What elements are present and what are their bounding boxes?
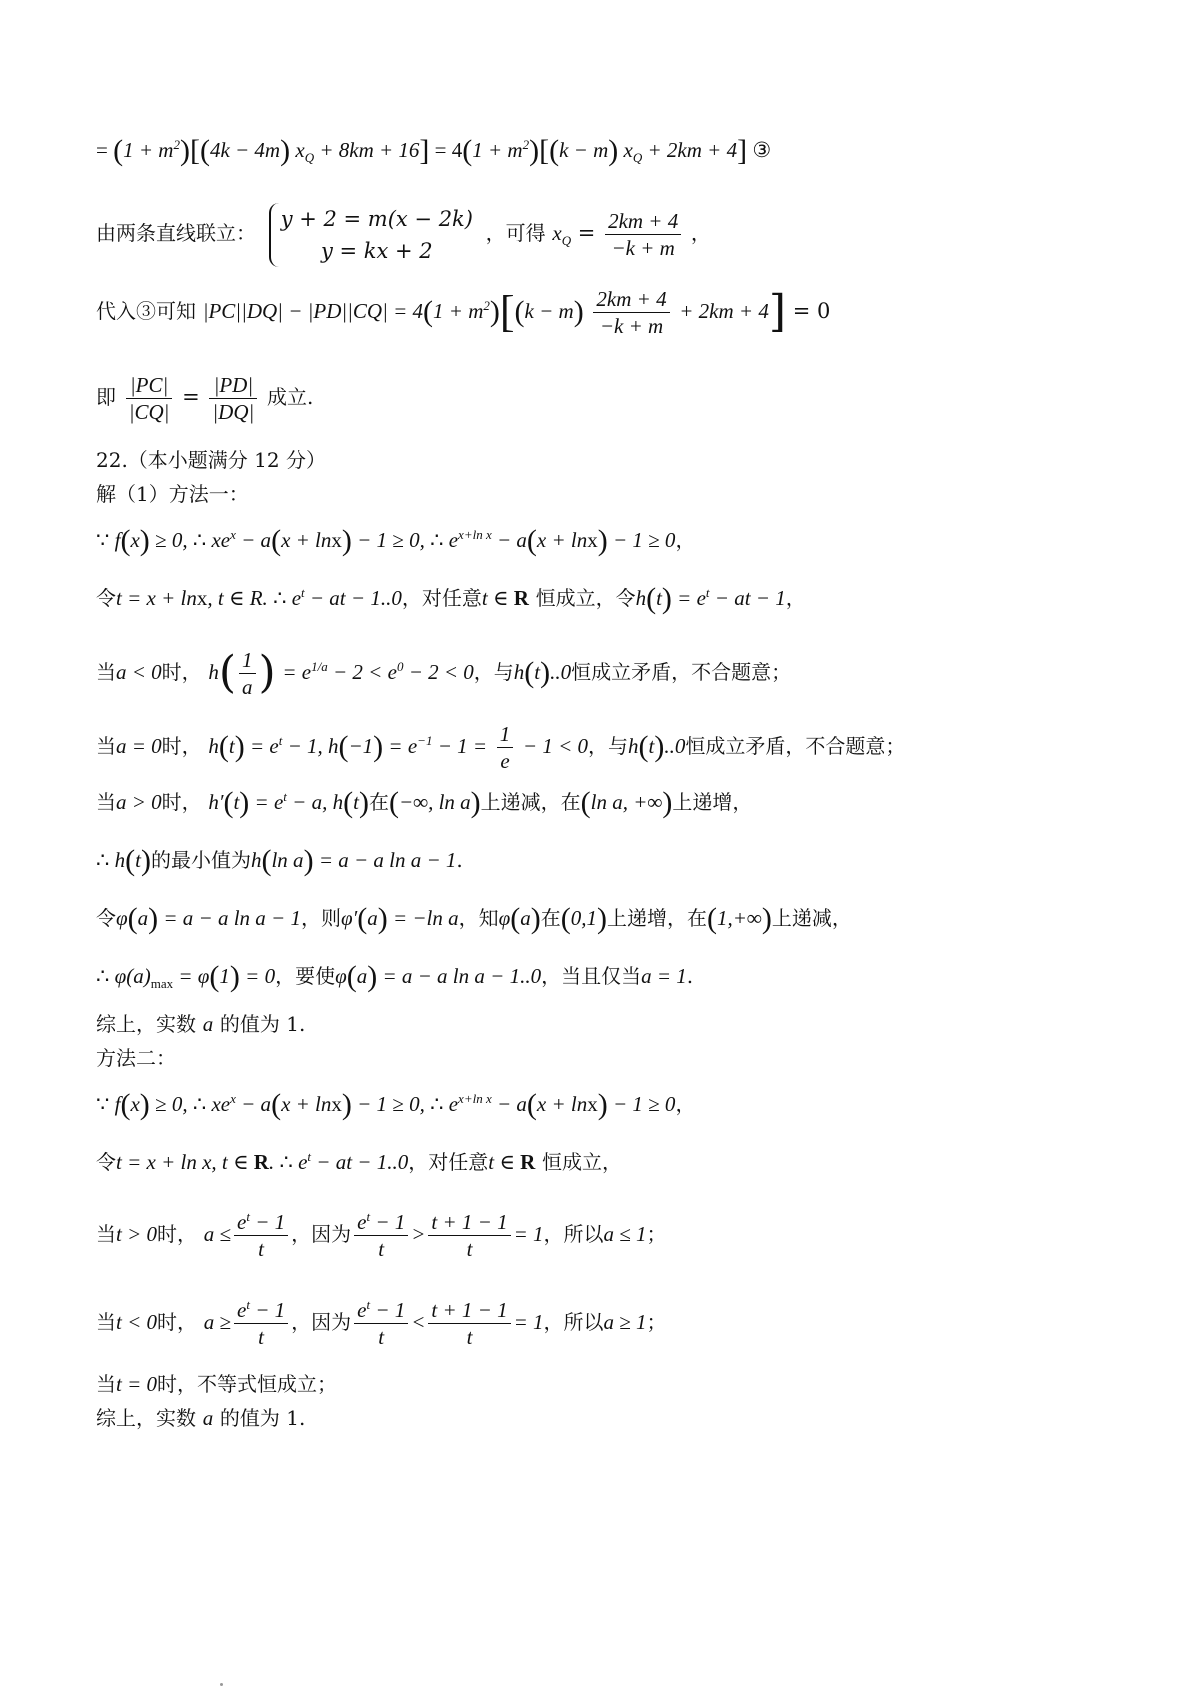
line-lead-text: 令 (96, 906, 116, 930)
line-summary-method2: 综上，实数 a 的值为 1. (96, 1406, 306, 1430)
line-substitute: 代入③可知 $|PC||DQ| - |PD||CQ| = 4(1 + m^2)[(k - m)$ $\frac{2km + 4}{-k + m}$ + 2km + 4] = 0 (96, 286, 831, 338)
equation-line-method1-start: ∵ f(x) ≥ 0, ∴ $xe^x - a(x + \ln x) - 1 \ge 0$, ∴ $e^{x+ln x} - a(x + \ln x) - 1 \ge 0$， (96, 524, 696, 557)
fraction-pd-dq: $\frac{|PD|}{|DQ|}$ (209, 372, 257, 425)
line-substitution-t-method2: 令t = x + ln x, t ∈ R. ∴ $e^t$ − at − 1..0，对任意t ∈ R 恒成立， (96, 1149, 622, 1174)
system-equation-2: y = kx + 2 (320, 238, 433, 263)
line-lead-text: 当 (96, 1222, 116, 1246)
line-tail-text: ； (646, 1310, 667, 1334)
equation-line-expansion: = $(1 + m^2)[(4k - 4m)$ $x_Q + 8km + 16] = 4(1 + m^2)[(k - m) x_Q + 2km + 4]$ ③ (96, 134, 772, 167)
line-tail-text: ， (675, 528, 696, 552)
line-mid-text: 的最小值为 (150, 848, 251, 872)
fraction-et-minus-1-over-t: $\frac{e^t - 1}{t}$ (354, 1209, 408, 1262)
line-summary-method1: 综上，实数 a 的值为 1. (96, 1012, 306, 1036)
line-tail-text: 的值为 1. (219, 1012, 306, 1036)
line-mid-text: ，则 (300, 906, 341, 930)
fraction-one-over-a: $\frac{1}{a}$ (239, 647, 256, 700)
line-tail-text: ， (785, 586, 806, 610)
line-case-a-negative: 当a < 0时， h( $\frac{1}{a}$ ) = $e^{1/a} - 2 < e^0 - 2 < 0$，与h(t)..0恒成立矛盾，不合题意； (96, 647, 792, 699)
rhs-coefficient: 4 (451, 138, 463, 162)
line-lead-text: 由两条直线联立： (96, 221, 256, 245)
footer-mark (220, 1683, 223, 1686)
fraction-numerator: 2km + 4 (593, 286, 669, 313)
fraction-et-minus-1-over-t: $\frac{e^t - 1}{t}$ (354, 1297, 408, 1350)
line-mid-text: ，要使 (275, 964, 336, 988)
fraction-t-plus-1-minus-1-over-t: $\frac{t + 1 - 1}{t}$ (428, 1297, 510, 1350)
line-lead-text: 当 (96, 1372, 116, 1396)
line-mid-text: 时， (157, 1310, 198, 1334)
line-mid-text: 在 (368, 790, 389, 814)
fraction-numerator: 2km + 4 (605, 208, 681, 235)
line-tail-text: ； (646, 1222, 667, 1246)
line-tail-text: 的值为 1. (219, 1406, 306, 1430)
line-mid-text: 时， (157, 1222, 198, 1246)
equation-result: = 0 (792, 299, 831, 323)
fraction-et-minus-1-over-t: $\frac{e^t - 1}{t}$ (234, 1209, 288, 1262)
line-phi-definition: 令φ(a) = a − a ln a − 1，则φ′(a) = −ln a，知φ(a)在(0,1)上递增，在(1,+∞)上递减， (96, 902, 852, 935)
line-case-t-negative: 当t < 0时， a ≥ $\frac{e^t - 1}{t}$ ，因为 $\frac{e^t - 1}{t}$ < $\frac{t + 1 - 1}{t}$ = 1，所以a ≥ 1； (96, 1297, 667, 1349)
fraction-denominator: −k + m (611, 236, 675, 260)
line-case-a-zero: 当a = 0时， $h(t) = e^t - 1$, $h(-1) = e^{-1} - 1$ = $\frac{1}{e}$ − 1 < 0，与h(t)..0恒成立矛盾，不合题意； (96, 722, 906, 773)
line-substitution-t: 令t = x + lnx, t ∈ R. ∴ $e^t$ − at − 1..0，对任意t ∈ R 恒成立，令$h(t) = e^t$ − at − 1， (96, 582, 806, 615)
line-tail-text: . (686, 964, 694, 988)
line-mid-text: 时， (161, 660, 202, 684)
line-lead-text: 代入③可知 (96, 299, 196, 323)
line-tail-text: ， (675, 1092, 696, 1116)
line-conclusion-ratio: 即 $\frac{|PC|}{|CQ|}$ = $\frac{|PD|}{|DQ|}$ 成立. (96, 373, 314, 424)
method-two-heading: 方法二： (96, 1046, 176, 1070)
line-mid-text: 时， (161, 790, 202, 814)
line-mid-text: 上递增，在 (607, 906, 708, 930)
fraction-et-minus-1-over-t: $\frac{e^t - 1}{t}$ (234, 1297, 288, 1350)
line-mid-text: 时， (161, 734, 202, 758)
line-mid-text: 上递减，在 (480, 790, 581, 814)
line-mid-text: ，与 (473, 660, 514, 684)
line-mid-text: ，当且仅当 (541, 964, 642, 988)
line-tail-text: 恒成立， (541, 1150, 622, 1174)
line-tail-text: 上递增， (672, 790, 753, 814)
problem-22-heading: 22.（本小题满分 12 分） (96, 448, 326, 472)
equation-system (269, 203, 473, 267)
line-lead-text: 当 (96, 660, 116, 684)
line-mid-text: ，对任意 (401, 586, 482, 610)
line-mid-text: ，所以 (543, 1222, 604, 1246)
fraction-one-over-e: $\frac{1}{e}$ (497, 721, 514, 774)
fraction-pc-cq: $\frac{|PC|}{|CQ|}$ (126, 372, 173, 425)
equation-tag: ③ (752, 138, 772, 162)
line-mid-text: 恒成立，令 (535, 586, 636, 610)
line-mid-text: ，知 (458, 906, 499, 930)
line-tail-text: 上递减， (771, 906, 852, 930)
line-minimum-value: ∴ h(t)的最小值为h(ln a) = a − a ln a − 1. (96, 844, 463, 877)
line-lead-text: 当 (96, 734, 116, 758)
line-phi-max: ∴ $\varphi(a)_{max} = \varphi(1) = 0$，要使φ(a) = a − a ln a − 1..0，当且仅当a = 1. (96, 960, 694, 993)
fraction-denominator: −k + m (599, 314, 664, 338)
line-mid-text: ，因为 (291, 1222, 352, 1246)
line-case-t-zero: 当t = 0时，不等式恒成立； (96, 1372, 338, 1396)
line-tail-text: ， (690, 221, 711, 245)
fraction-substitute (593, 286, 669, 339)
line-mid-text: ，所以 (543, 1310, 604, 1334)
line-case-t-positive: 当t > 0时， a ≤ $\frac{e^t - 1}{t}$ ，因为 $\frac{e^t - 1}{t}$ > $\frac{t + 1 - 1}{t}$ = 1，所以a ≤ 1； (96, 1209, 667, 1261)
method-one-heading: 解（1）方法一： (96, 482, 249, 506)
line-lead-text: 综上，实数 (96, 1012, 196, 1036)
line-lead-text: 当 (96, 790, 116, 814)
line-lead-text: 即 (96, 385, 116, 409)
line-lead-text: 当 (96, 1310, 116, 1334)
line-tail-text: . (456, 848, 463, 872)
line-case-a-positive: 当a > 0时， $h'(t) = e^t - a$, h(t)在(−∞, ln a)上递减，在(ln a, +∞)上递增， (96, 786, 753, 819)
system-equation-1: y + 2 = m(x − 2k) (280, 206, 473, 231)
line-mid-text: ，与 (588, 734, 629, 758)
line-mid-text: ，对任意 (408, 1150, 489, 1174)
equation-line-method2-start: ∵ f(x) ≥ 0, ∴ $xe^x - a(x + \ln x) - 1 \ge 0$, ∴ $e^{x+ln x} - a(x + \ln x) - 1 \ge 0$， (96, 1088, 696, 1121)
line-lead-text: 综上，实数 (96, 1406, 196, 1430)
line-system-intersection: 由两条直线联立： y + 2 = m(x − 2k) y = kx + 2 ，可得 $x_Q$ = $\frac{2km + 4}{-k + m}$ ， (96, 198, 711, 268)
line-mid-text: ，因为 (291, 1310, 352, 1334)
line-mid-text: 在 (540, 906, 561, 930)
line-tail-text: 恒成立矛盾，不合题意； (685, 734, 906, 758)
line-lead-text: 令 (96, 1150, 116, 1174)
line-mid-text: ，可得 (485, 221, 546, 245)
line-tail-text: 恒成立矛盾，不合题意； (571, 660, 792, 684)
fraction-t-plus-1-minus-1-over-t: $\frac{t + 1 - 1}{t}$ (428, 1209, 510, 1262)
line-tail-text: 时，不等式恒成立； (157, 1372, 338, 1396)
line-tail-text: 成立. (266, 385, 314, 409)
fraction-xq (605, 208, 681, 261)
line-lead-text: 令 (96, 586, 116, 610)
